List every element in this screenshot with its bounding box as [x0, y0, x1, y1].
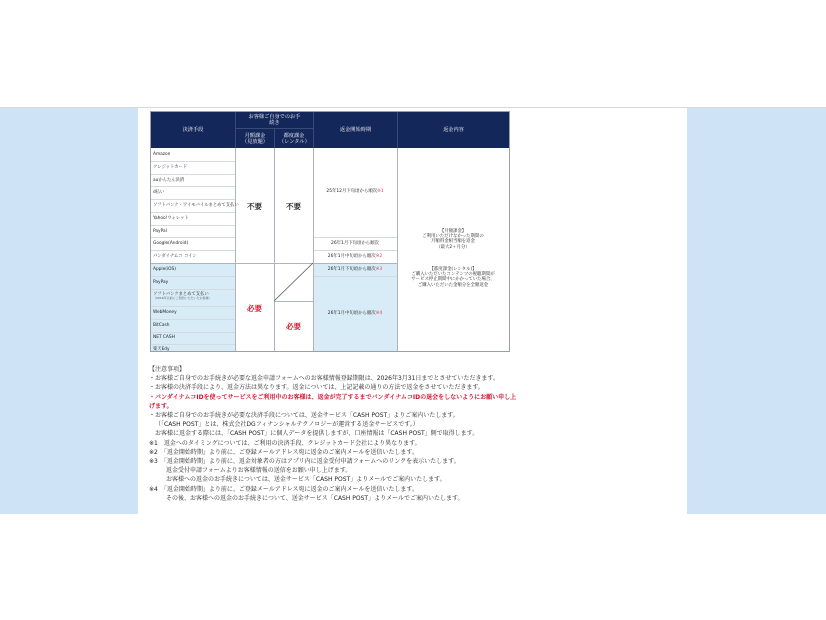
refund-table [150, 111, 510, 352]
timing-4-mark: ※3 [375, 267, 383, 272]
method-softbank-matomete-label: ソフトバンクまとめて支払い [153, 292, 209, 297]
refund-rental-line3: ご購入いただいた金額分を全額返金 [417, 282, 489, 288]
method-credit-card: クレジットカード [153, 165, 188, 170]
timing-5 [313, 311, 397, 316]
rental-not-required: 不要 [286, 202, 301, 211]
method-yahoo-wallet: Yahoo!ウォレット [153, 216, 189, 221]
timing-1 [313, 189, 397, 194]
refund-monthly [397, 229, 509, 250]
method-bitcash: BitCash [153, 323, 170, 328]
method-au: auかんたん決済 [153, 178, 185, 183]
refund-rental [397, 267, 509, 288]
refund-rental-line2: サービス停止期間中にかかっていた場合、 [411, 277, 495, 283]
timing-5-text: 26年1月中旬頃から順次 [327, 311, 376, 316]
refund-rental-line1: ご購入いただいたコンテンツの視聴期間が [411, 272, 495, 278]
refund-monthly-line2: 月額料金相当額を返金 [431, 239, 475, 245]
note-line-5: （「CASH POST」とは、株式会社DGフィナンシャルテクノロジーが運営する送金サービスです。） [155, 421, 419, 429]
method-amazon: Amazon [153, 152, 171, 157]
refund-rental-title: 【都度課金(レンタル)】 [429, 267, 477, 272]
timing-1-mark: ※1 [377, 189, 384, 194]
timing-5-mark: ※4 [375, 311, 383, 316]
note-footnote-1: ※1 返金へのタイミングについては、ご利用の決済手段、クレジットカード会社により異なります。 [149, 439, 421, 447]
note-footnote-3-cont-2: お客様への返金のお手続きについては、送金サービス「CASH POST」よりメールでご案内いたします。 [166, 476, 446, 484]
header-refund-start: 返金開始時期 [313, 112, 397, 148]
method-softbank: ソフトバンク・ワイモバイルまとめて支払い [153, 203, 239, 208]
header-per-use: 都度課金（レンタル） [274, 129, 313, 148]
method-softbank-matomete-note: （2016年以前にご契約いただいたお客様） [153, 296, 212, 300]
timing-3 [313, 254, 397, 259]
header-refund-content: 返金内容 [397, 112, 509, 148]
refund-monthly-title: 【月額課金】 [439, 229, 467, 234]
note-line-4: ・お客様ご自身でのお手続きが必要な決済手段については、送金サービス「CASH POST」よりご案内いたします。 [149, 412, 459, 420]
note-line-2: ・お客様の決済手段により、返金方法は異なります。返金については、上記記載の通りの方法で返金をさせていただきます。 [149, 384, 484, 392]
method-rakuten-edy: 楽天Edy [153, 347, 170, 352]
method-softbank-matomete [153, 292, 212, 301]
note-footnote-3-cont-1: 返金受付申請フォームよりお客様情報の送信をお願い申し上げます。 [166, 467, 352, 475]
timing-1-text: 25年12月下旬頃から順次 [326, 189, 378, 194]
note-line-1: ・お客様ご自身でのお手続きが必要な返金申請フォームへのお客様情報登録期限は、2026年3月31日までとさせていただきます。 [149, 375, 499, 383]
timing-3-mark: ※2 [375, 254, 383, 259]
method-webmoney: WebMoney [153, 310, 177, 315]
header-customer-procedure: お客様ご自身でのお手続き [235, 112, 313, 129]
notes-title: 【注意事項】 [149, 366, 186, 373]
rental-required: 必要 [286, 322, 301, 331]
header-payment-method: 決済手段 [151, 112, 235, 148]
monthly-not-required: 不要 [247, 202, 262, 211]
header-monthly: 月額課金（見放題） [235, 129, 274, 148]
method-google: Google(Android) [153, 241, 189, 246]
notes-section [149, 365, 521, 503]
method-paypay: PayPay [153, 280, 169, 285]
note-footnote-4: ※4 「返金開始時期」より前に、ご登録メールアドレス宛に返金のご案内メールを送信いたします。 [149, 485, 418, 493]
not-applicable-slash [274, 263, 313, 301]
note-footnote-3: ※3 「返金開始時期」より前に、返金対象者の方はアプリ内に返金受付申請フォームへのリンクを表示いたします。 [149, 458, 460, 466]
monthly-required: 必要 [247, 304, 262, 313]
document-page [138, 108, 687, 514]
timing-4 [313, 267, 397, 272]
note-footnote-4-cont: その後、お客様への返金のお手続きについて、送金サービス「CASH POST」よりメールでご案内いたします。 [166, 494, 464, 502]
timing-4-text: 26年1月下旬頃から順次 [327, 267, 376, 272]
timing-3-text: 26年1月中旬頃から順次 [327, 254, 376, 259]
refund-monthly-line3: （最大2ヶ月分） [436, 244, 470, 250]
note-warning: ・バンダイナムコIDを使ってサービスをご利用中のお客様は、返金が完了するまでバンダイナムコIDの退会をしないようにお願い申し上げます。 [149, 393, 517, 410]
note-footnote-2: ※2 「返金開始時期」より前に、ご登録メールアドレス宛に返金のご案内メールを送信いたします。 [149, 448, 418, 456]
method-bandai-namco-coin: バンダイナムコ コイン [153, 254, 197, 259]
method-paypal: PayPal [153, 229, 167, 234]
method-d-barai: d払い [153, 190, 165, 195]
note-line-6: お客様に返金する際には、「CASH POST」に個人データを提供しますが、口座情報は「CASH POST」側で取得します。 [155, 430, 479, 438]
method-apple: Apple(iOS) [153, 267, 176, 272]
timing-2: 26年1月下旬頃から順次 [331, 241, 379, 246]
refund-monthly-line1: ご利用いただけなかった期間の [422, 234, 484, 240]
method-net-cash: NET CASH [153, 335, 175, 340]
